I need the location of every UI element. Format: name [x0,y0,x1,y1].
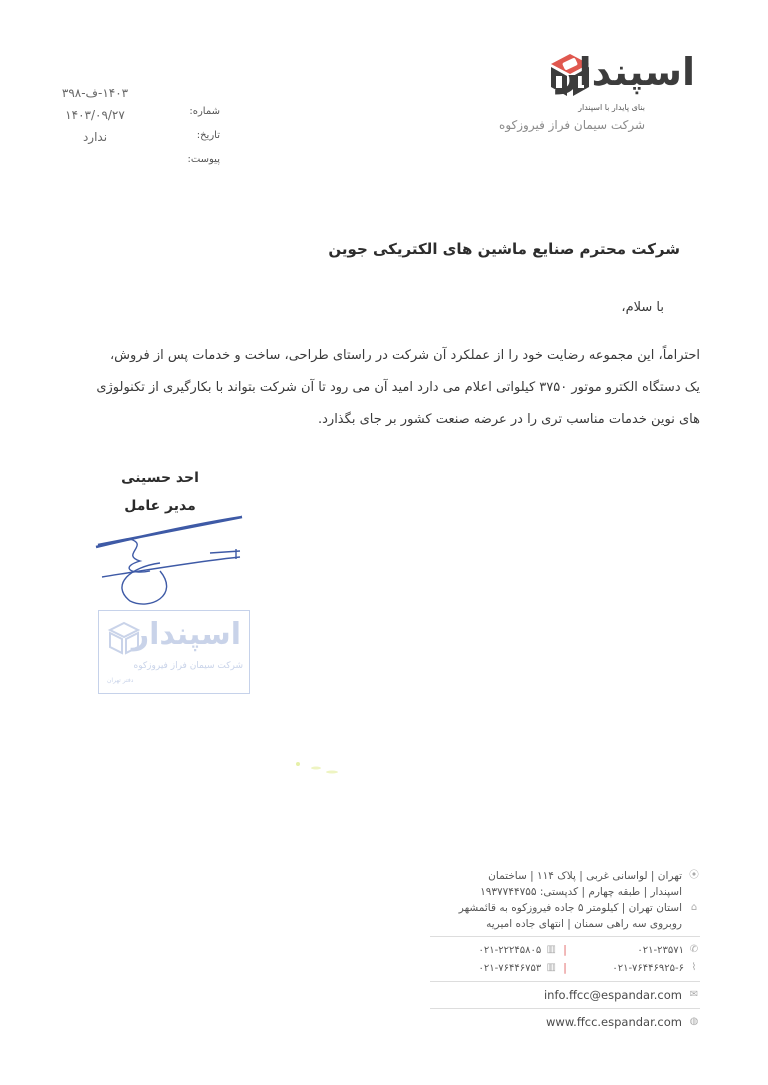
phone-number: ۰۲۱-۲۳۵۷۱ [637,944,684,956]
logo-tagline: بنای پایدار با اسپندار [578,103,645,112]
body-line: های نوین خدمات مناسب تری را در عرضه صنعت کشور بر جای بگذارد. [318,412,700,427]
divider [430,981,700,982]
footer-contact [430,868,700,1031]
address-line: روبروی سه راهی سمنان | انتهای جاده امیریه [486,918,682,930]
globe-icon: ◍ [689,1016,699,1027]
stamp-subtext: دفتر تهران [107,677,134,684]
logo-wordmark: اسپندار [556,50,695,94]
company-name: شرکت سیمان فراز فیروزکوه [499,118,645,132]
phone-row [430,941,700,959]
letter-body [96,340,700,436]
fax-machine-icon: ▥ [546,962,556,973]
stamp-wordmark: اسپندار [131,617,241,652]
scan-smudge [292,756,352,776]
address-line: اسپندار | طبقه چهارم | کدپستی: ۱۹۳۷۷۴۴۷۵۵ [480,886,682,898]
pipe-separator: | [563,962,567,974]
body-line: یک دستگاه الکترو موتور ۳۷۵۰ کیلواتی اعلام می دارد امید آن می رود تا آن شرکت بتواند با بکارگیری از تکنولوژی [96,380,700,395]
divider [430,1008,700,1009]
phone-number: ۰۲۱-۲۲۲۴۵۸۰۵ [478,944,542,956]
recipient: شرکت محترم صنایع ماشین های الکتریکی جوین [328,240,680,258]
greeting: با سلام، [621,300,664,315]
company-logo [499,48,705,138]
website-url[interactable]: www.ffcc.espandar.com [546,1015,682,1029]
factory-address [430,900,700,932]
number-label: شماره: [189,106,220,117]
letter-date: ۱۴۰۳/۰۹/۲۷ [65,108,125,122]
address-line: استان تهران | کیلومتر ۵ جاده فیروزکوه به قائمشهر [458,902,682,914]
website-line [430,1013,700,1031]
pipe-separator: | [563,944,567,956]
company-stamp [98,610,250,694]
fax-number: ۰۲۱-۷۶۴۴۶۷۵۳ [478,962,542,974]
factory-icon: ⌂ [690,902,698,913]
phone-icon: ✆ [689,944,699,955]
mail-icon: ✉ [689,989,699,1000]
attachment-label: پیوست: [187,154,220,165]
divider [430,936,700,937]
location-icon: ⦿ [689,870,699,881]
letter-number: ۱۴۰۳-ف-۳۹۸ [61,86,129,100]
body-line: احتراماً، این مجموعه رضایت خود را از عملکرد آن شرکت در راستای طراحی، ساخت و خدمات پس از فروش، [109,348,700,363]
fax-machine-icon: ▥ [546,944,556,955]
fax-number: ۰۲۱-۷۶۴۴۶۹۲۵-۶ [612,962,684,974]
stamp-company: شرکت سیمان فراز فیروزکوه [133,661,243,671]
address-line: تهران | لواسانی غربی | پلاک ۱۱۴ | ساختمان [488,870,682,882]
email-line [430,986,700,1004]
signer-title: مدیر عامل [124,498,196,514]
signer-name: احد حسینی [121,470,199,486]
fax-row [430,959,700,977]
email-address[interactable]: info.ffcc@espandar.com [543,988,682,1002]
date-label: تاریخ: [196,130,220,141]
tehran-office-address [430,868,700,900]
meta-values [50,82,140,148]
meta-labels [160,100,220,172]
letter-attachment: ندارد [82,130,108,144]
fax-icon: ⌇ [691,962,697,973]
handwritten-signature [90,505,250,615]
